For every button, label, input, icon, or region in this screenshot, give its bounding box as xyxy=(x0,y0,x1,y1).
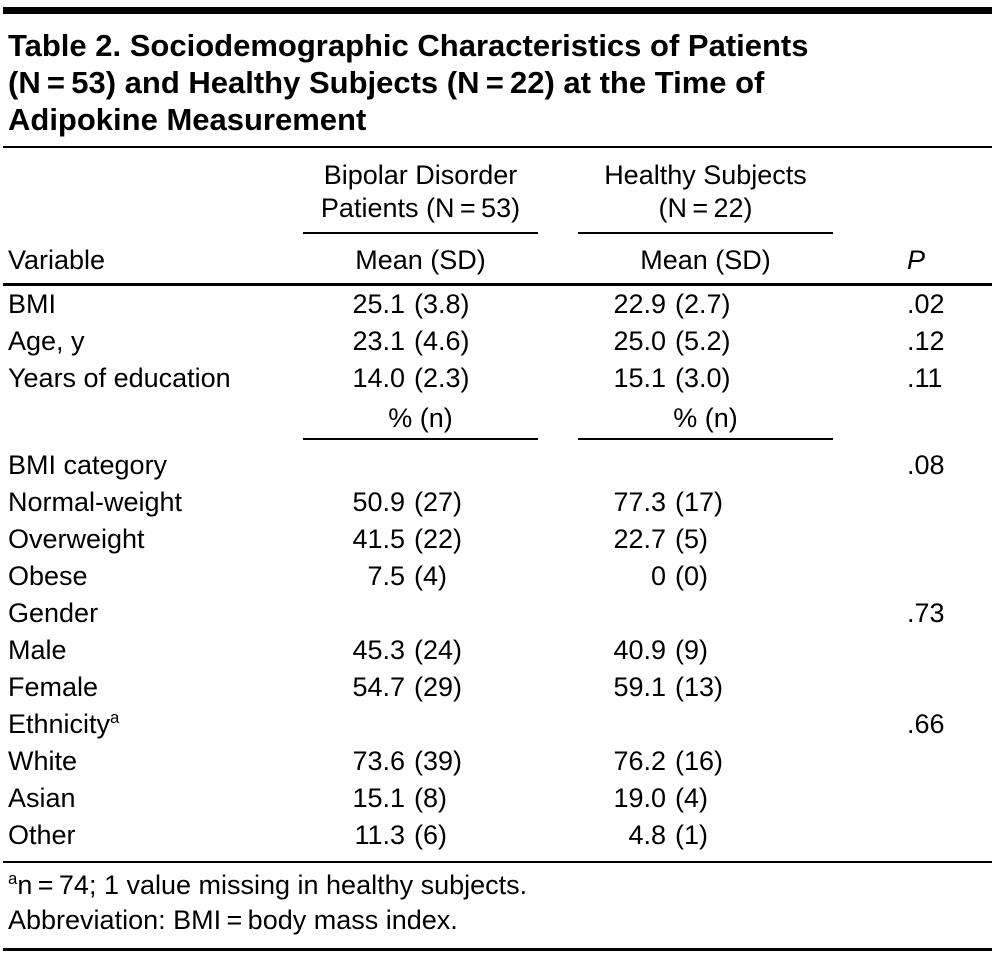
row-label: Male xyxy=(8,635,67,665)
row-label: Age, y xyxy=(8,326,85,356)
table-row xyxy=(3,743,992,780)
value-count: (13) xyxy=(675,672,724,702)
value-number: 22.9 xyxy=(613,289,666,319)
value-number: 23.1 xyxy=(352,326,405,356)
value-number: 14.0 xyxy=(352,363,405,393)
value-count: (2.3) xyxy=(414,363,470,393)
patients-value xyxy=(303,558,545,595)
table-row xyxy=(3,780,992,817)
value-number: 59.1 xyxy=(613,672,666,702)
healthy-value xyxy=(578,817,845,854)
patients-cell xyxy=(295,743,545,780)
patients-value xyxy=(303,632,545,669)
value-count: (22) xyxy=(414,524,463,554)
table-row xyxy=(3,323,992,360)
p-column-header: P xyxy=(907,245,926,275)
patients-cell xyxy=(295,521,545,558)
row-label: Obese xyxy=(8,561,88,591)
healthy-value xyxy=(578,323,845,360)
patients-value xyxy=(303,360,545,397)
patients-cell xyxy=(295,558,545,595)
value-number: 73.6 xyxy=(352,746,405,776)
column-group-header-row xyxy=(3,159,992,234)
footnote xyxy=(8,903,992,938)
value-number: 77.3 xyxy=(613,487,666,517)
title-rule xyxy=(3,146,992,148)
spacer-cell xyxy=(845,439,992,440)
value-number: 45.3 xyxy=(352,635,405,665)
value-count: (5) xyxy=(675,524,708,554)
value-count: (39) xyxy=(414,746,463,776)
value-number: 15.1 xyxy=(352,783,405,813)
value-count: (6) xyxy=(414,820,447,850)
patients-cell xyxy=(295,286,545,323)
value-number: 0 xyxy=(650,561,666,591)
variable-column-header: Variable xyxy=(8,245,106,275)
p-value: .12 xyxy=(907,326,945,356)
patients-subcolumn-header: Mean (SD) xyxy=(355,245,486,275)
healthy-subheader-cell xyxy=(545,243,845,277)
patients-value xyxy=(303,780,545,817)
unit-header-row xyxy=(3,401,992,440)
value-count: (4) xyxy=(414,561,447,591)
table-row xyxy=(3,447,992,484)
patients-unit-header: % (n) xyxy=(303,401,538,440)
p-value: .02 xyxy=(907,289,945,319)
healthy-cell xyxy=(545,743,845,780)
table-row xyxy=(3,632,992,669)
value-count: (3.0) xyxy=(675,363,731,393)
table-row xyxy=(3,360,992,397)
table-row xyxy=(3,286,992,323)
row-label: BMI category xyxy=(8,450,168,480)
value-count: (1) xyxy=(675,820,708,850)
value-count: (4.6) xyxy=(414,326,470,356)
healthy-subcolumn-header: Mean (SD) xyxy=(640,245,771,275)
patients-unit-cell xyxy=(295,401,545,440)
bottom-rule xyxy=(3,948,992,951)
row-label: Normal-weight xyxy=(8,487,183,517)
patients-value xyxy=(303,286,545,323)
row-label: BMI xyxy=(8,289,57,319)
healthy-cell xyxy=(545,323,845,360)
healthy-cell xyxy=(545,484,845,521)
value-number: 40.9 xyxy=(613,635,666,665)
p-value: .08 xyxy=(907,450,945,480)
healthy-value xyxy=(578,780,845,817)
row-label: Gender xyxy=(8,598,99,628)
value-number: 7.5 xyxy=(367,561,405,591)
footnote-text: Abbreviation: BMI = body mass index. xyxy=(8,905,458,935)
spacer-cell xyxy=(845,233,992,234)
healthy-cell xyxy=(545,817,845,854)
p-value: .66 xyxy=(907,709,945,739)
healthy-cell xyxy=(545,632,845,669)
table-row xyxy=(3,817,992,854)
patients-value xyxy=(303,817,545,854)
value-number: 11.3 xyxy=(354,820,405,850)
column-header-row xyxy=(3,243,992,283)
healthy-value xyxy=(578,521,845,558)
healthy-group-header: Healthy Subjects (N = 22) xyxy=(578,159,833,234)
table-row xyxy=(3,484,992,521)
p-value xyxy=(845,520,992,521)
footnotes xyxy=(3,863,992,948)
row-label: Asian xyxy=(8,783,76,813)
value-count: (27) xyxy=(414,487,463,517)
healthy-value xyxy=(578,743,845,780)
patients-value xyxy=(303,669,545,706)
value-number: 50.9 xyxy=(352,487,405,517)
footnote-text: n = 74; 1 value missing in healthy subjects. xyxy=(17,870,528,900)
p-value xyxy=(845,816,992,817)
value-count: (17) xyxy=(675,487,724,517)
patients-cell xyxy=(295,669,545,706)
value-number: 76.2 xyxy=(613,746,666,776)
footnote-marker: a xyxy=(110,708,120,727)
table-row xyxy=(3,521,992,558)
table-title: Table 2. Sociodemographic Characteristics of Patients (N = 53) and Healthy Subjects (N = 22) at the Time of Adipokine Measurement xyxy=(8,28,809,137)
table-row xyxy=(3,595,992,632)
patients-value xyxy=(303,743,545,780)
patients-value xyxy=(303,323,545,360)
healthy-cell xyxy=(545,669,845,706)
patients-cell xyxy=(295,780,545,817)
patients-cell xyxy=(295,484,545,521)
p-value: .11 xyxy=(907,363,943,393)
value-count: (9) xyxy=(675,635,708,665)
value-count: (3.8) xyxy=(414,289,470,319)
value-number: 41.5 xyxy=(352,524,405,554)
value-number: 19.0 xyxy=(613,783,666,813)
value-count: (24) xyxy=(414,635,463,665)
p-value xyxy=(845,779,992,780)
row-label: Ethnicity$^a$ xyxy=(8,708,120,739)
row-label: Years of education xyxy=(8,363,231,393)
value-number: 15.1 xyxy=(613,363,666,393)
patients-group-header: Bipolar Disorder Patients (N = 53) xyxy=(303,159,538,234)
p-value xyxy=(845,557,992,558)
value-number: 54.7 xyxy=(352,672,405,702)
healthy-unit-cell xyxy=(545,401,845,440)
p-value: .73 xyxy=(907,598,945,628)
healthy-unit-header: % (n) xyxy=(578,401,833,440)
p-value xyxy=(845,668,992,669)
healthy-cell xyxy=(545,780,845,817)
healthy-value xyxy=(578,286,845,323)
p-value xyxy=(845,853,992,854)
value-count: (5.2) xyxy=(675,326,731,356)
value-count: (2.7) xyxy=(675,289,731,319)
row-label: Female xyxy=(8,672,99,702)
top-rule xyxy=(3,7,992,14)
value-count: (8) xyxy=(414,783,447,813)
healthy-value xyxy=(578,484,845,521)
healthy-value xyxy=(578,632,845,669)
table-row xyxy=(3,706,992,743)
healthy-cell xyxy=(545,558,845,595)
value-number: 25.1 xyxy=(352,289,405,319)
patients-value xyxy=(303,484,545,521)
patients-cell xyxy=(295,632,545,669)
value-number: 25.0 xyxy=(613,326,666,356)
patients-cell xyxy=(295,817,545,854)
healthy-value xyxy=(578,669,845,706)
patients-subheader-cell xyxy=(295,243,545,277)
healthy-cell xyxy=(545,286,845,323)
value-number: 22.7 xyxy=(613,524,666,554)
footnote-marker: a xyxy=(8,869,18,888)
row-label: Overweight xyxy=(8,524,145,554)
healthy-cell xyxy=(545,521,845,558)
patients-value xyxy=(303,521,545,558)
value-number: 4.8 xyxy=(628,820,666,850)
spacer-cell xyxy=(3,439,295,440)
row-label: Other xyxy=(8,820,76,850)
table-row xyxy=(3,558,992,595)
spacer-cell xyxy=(3,233,295,234)
healthy-value xyxy=(578,558,845,595)
row-label: White xyxy=(8,746,78,776)
table-body xyxy=(3,286,992,854)
healthy-cell xyxy=(545,360,845,397)
value-count: (29) xyxy=(414,672,463,702)
healthy-value xyxy=(578,360,845,397)
healthy-group-cell xyxy=(545,159,845,234)
patients-group-cell xyxy=(295,159,545,234)
footnote xyxy=(8,868,992,903)
value-count: (4) xyxy=(675,783,708,813)
value-count: (0) xyxy=(675,561,708,591)
patients-cell xyxy=(295,360,545,397)
table-row xyxy=(3,669,992,706)
patients-cell xyxy=(295,323,545,360)
value-count: (16) xyxy=(675,746,724,776)
